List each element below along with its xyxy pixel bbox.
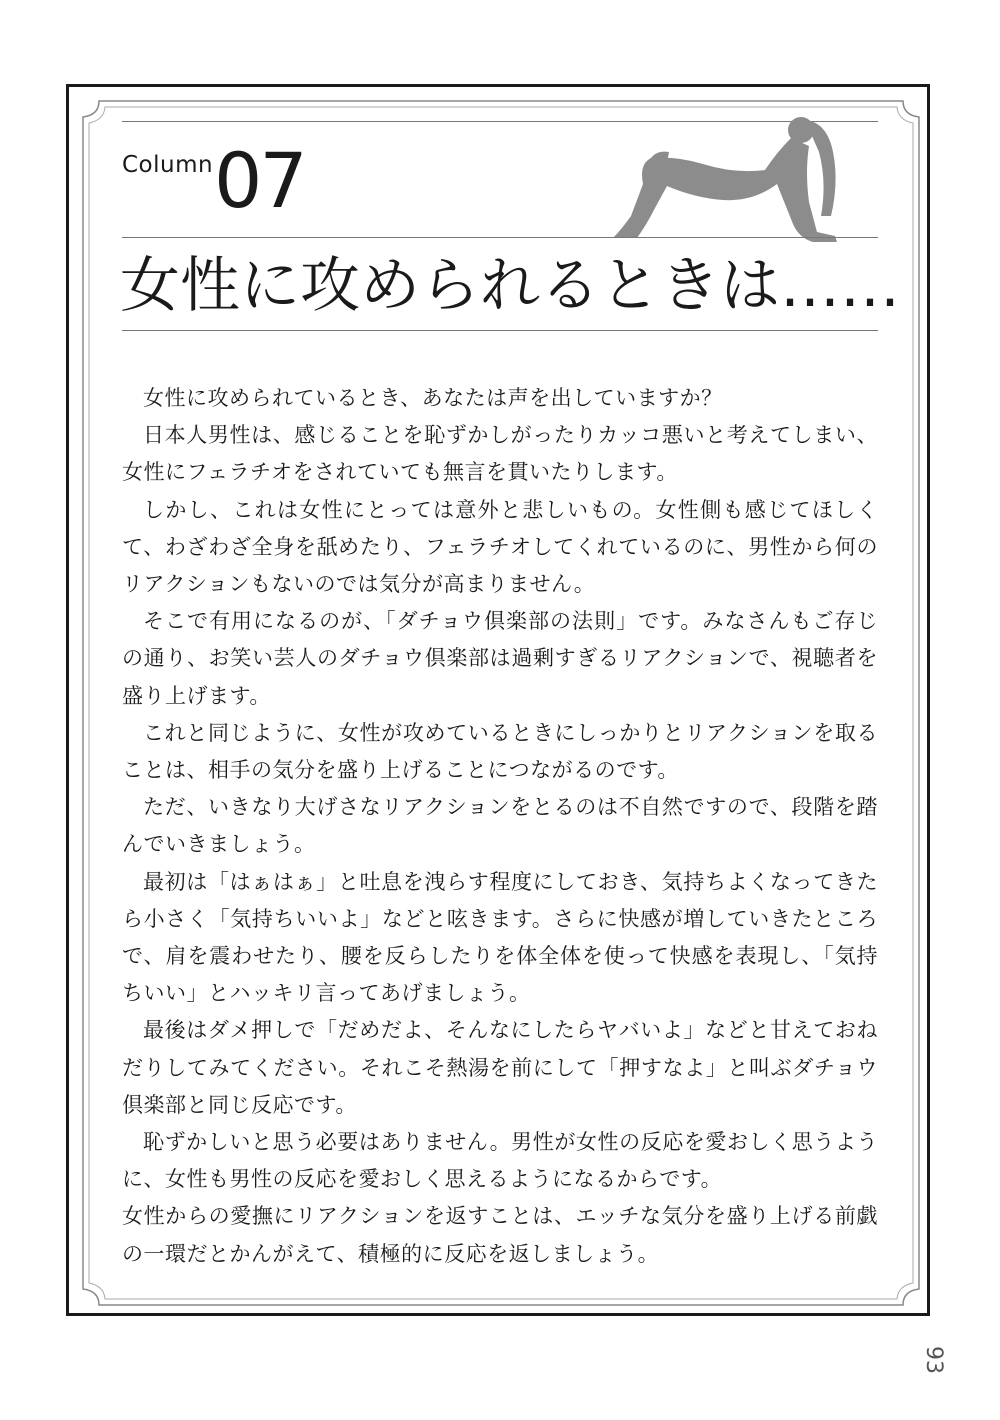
- article-body: [122, 380, 878, 1273]
- column-number: 07: [214, 136, 305, 225]
- paragraph: 恥ずかしいと思う必要はありません。男性が女性の反応を愛おしく思うように、女性も男性の反応を愛おしく思えるようになるからです。: [122, 1130, 878, 1192]
- paragraph: しかし、これは女性にとっては意外と悲しいもの。女性側も感じてほしくて、わざわざ全身を舐めたり、フェラチオしてくれているのに、男性から何のリアクションもないのでは気分が高まりません。: [122, 497, 878, 597]
- paragraph: 最後はダメ押しで「だめだよ、そんなにしたらヤバいよ」などと甘えておねだりしてみてください。それこそ熱湯を前にして「押すなよ」と叫ぶダチョウ倶楽部と同じ反応です。: [122, 1018, 878, 1117]
- title-top-rule: [122, 237, 878, 238]
- paragraph: 女性に攻められているとき、あなたは声を出していますか？: [143, 386, 723, 410]
- paragraph: 最初は「はぁはぁ」と吐息を洩らす程度にしておき、気持ちよくなってきたら小さく「気持ちいいよ」などと呟きます。さらに快感が増していきたところで、肩を震わせたり、腰を反らしたりを体全体を使って快感を表現し、「気持ちいい」とハッキリ言ってあげましょう。: [122, 869, 878, 1006]
- paragraph: そこで有用になるのが、「ダチョウ倶楽部の法則」です。みなさんもご存じの通り、お笑い芸人のダチョウ倶楽部は過剰すぎるリアクションで、視聴者を盛り上げます。: [122, 609, 878, 708]
- page-title: 女性に攻められるときは……: [120, 251, 900, 321]
- paragraph: これと同じように、女性が攻めているときにしっかりとリアクションを取ることは、相手の気分を盛り上げることにつながるのです。: [122, 720, 878, 783]
- paragraph: ただ、いきなり大げさなリアクションをとるのは不自然ですので、段階を踏んでいきましょう。: [122, 795, 878, 857]
- reclining-woman-silhouette-icon: [605, 112, 845, 252]
- title-bottom-rule: [122, 330, 878, 331]
- paragraph: 日本人男性は、感じることを恥ずかしがったりカッコ悪いと考えてしまい、女性にフェラチオをされていても無言を貫いたりします。: [122, 423, 878, 485]
- paragraph: 女性からの愛撫にリアクションを返すことは、エッチな気分を盛り上げる前戯の一環だとかんがえて、積極的に反応を返しましょう。: [122, 1204, 878, 1266]
- page-number: 93: [921, 1346, 946, 1374]
- column-label: Column: [122, 152, 214, 178]
